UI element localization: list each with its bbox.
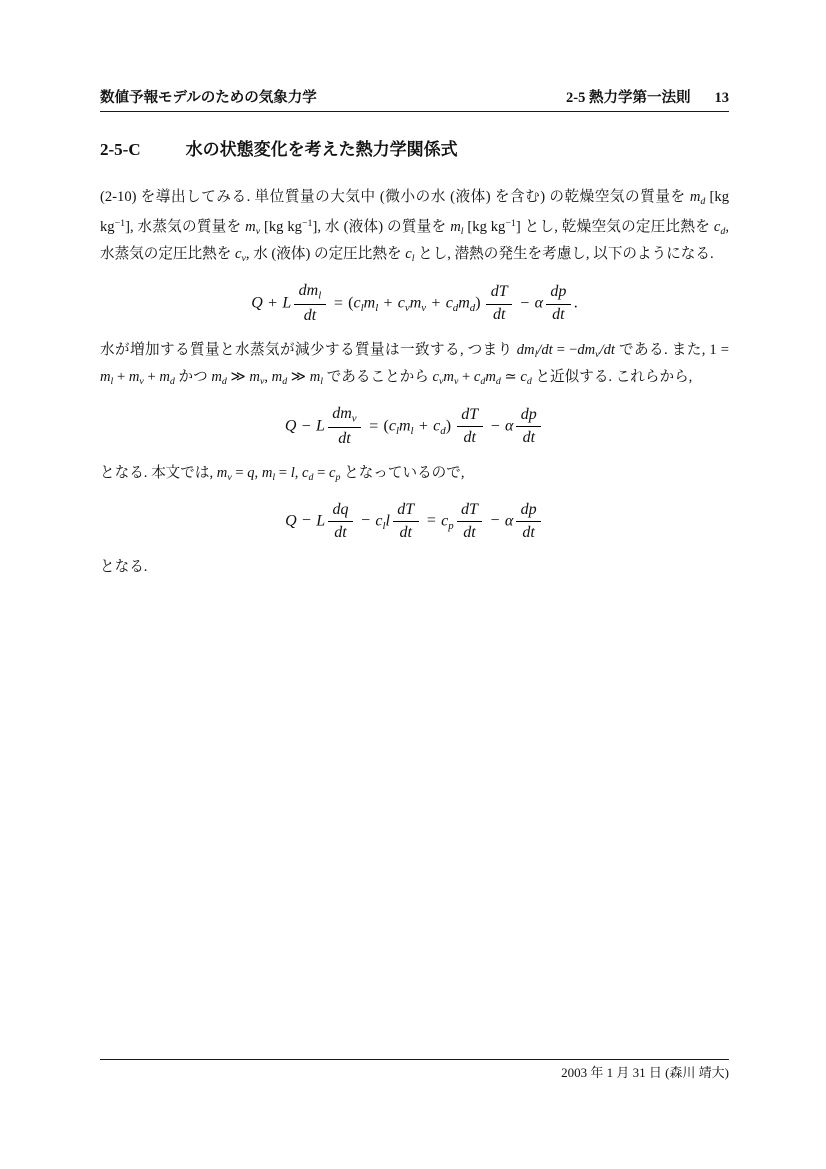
- fraction: $\frac{dT}{dt}$: [457, 501, 483, 543]
- fraction: $\frac{dp}{dt}$: [546, 283, 571, 325]
- body-text-block: [100, 186, 729, 578]
- header-document-title: 数値予報モデルのための気象力学: [100, 90, 317, 106]
- section-number: 2-5-C: [100, 140, 141, 159]
- header-page-number: 13: [714, 90, 729, 106]
- footer-date-author: 2003 年 1 月 31 日 (森川 靖大): [561, 1065, 729, 1080]
- fraction: $\frac{dm_v}{dt}$: [328, 405, 361, 448]
- body-paragraph-2: 水が増加する質量と水蒸気が減少する質量は一致する, つまり $dm_l/dt = -dm_v/dt$ である. また, $1 = m_l + m_v + m_d$ かつ $m_d$ ≫ $m_v$, $m_d$ ≫ $m_l$ であることから $c_vm_v + c_dm_d$ ≃ $c_d$ と近似する. これらから,: [100, 341, 729, 388]
- section-title: 水の状態変化を考えた熱力学関係式: [185, 140, 458, 159]
- page-header: [100, 90, 729, 112]
- fraction: $\frac{dm_l}{dt}$: [294, 282, 326, 325]
- header-section-title: 2-5 熱力学第一法則: [566, 90, 691, 106]
- fraction: $\frac{dp}{dt}$: [516, 406, 541, 448]
- fraction: $\frac{dp}{dt}$: [516, 501, 541, 543]
- display-equation-1: Q + L $\frac{dm_l}{dt}$ = $(c_lm_l + c_vm_v + c_dm_d)$ $\frac{dT}{dt}$ − α $\frac{dp}{dt}$ .: [251, 282, 578, 324]
- fraction: $\frac{dT}{dt}$: [393, 501, 419, 543]
- fraction: $\frac{dT}{dt}$: [457, 406, 483, 448]
- display-equation-3: Q − L $\frac{dq}{dt}$ − $c_ll$ $\frac{dT}{dt}$ = $c_p$ $\frac{dT}{dt}$ − α $\frac{dp}{dt}$: [100, 501, 729, 543]
- header-right-group: [566, 90, 729, 106]
- body-paragraph-3: となる. 本文では, $m_v = q$, $m_l = l$, $c_d = c_p$ となっているので,: [100, 464, 465, 483]
- fraction: $\frac{dT}{dt}$: [486, 283, 512, 325]
- display-equation-2: Q − L $\frac{dm_v}{dt}$ = $(c_lm_l + c_d)$ $\frac{dT}{dt}$ − α $\frac{dp}{dt}$: [100, 405, 729, 448]
- fraction: $\frac{dq}{dt}$: [328, 501, 353, 543]
- body-paragraph-4: となる.: [100, 558, 148, 575]
- section-heading: [100, 139, 458, 161]
- page-footer: [100, 1059, 729, 1081]
- body-paragraph-1: (2-10) を導出してみる. 単位質量の大気中 (微小の水 (液体) を含む) の乾燥空気の質量を $m_d$ [kg $kg^{-1}$], 水蒸気の質量を $m_v$ [kg $kg^{-1}$], 水 (液体) の質量を $m_l$ [kg $kg^{-1}$] とし, 乾燥空気の定圧比熱を $c_d$, 水蒸気の定圧比熱を $c_v$, 水 (液体) の定圧比熱を $c_l$ とし, 潜熱の発生を考慮し, 以下のようになる.: [100, 189, 729, 265]
